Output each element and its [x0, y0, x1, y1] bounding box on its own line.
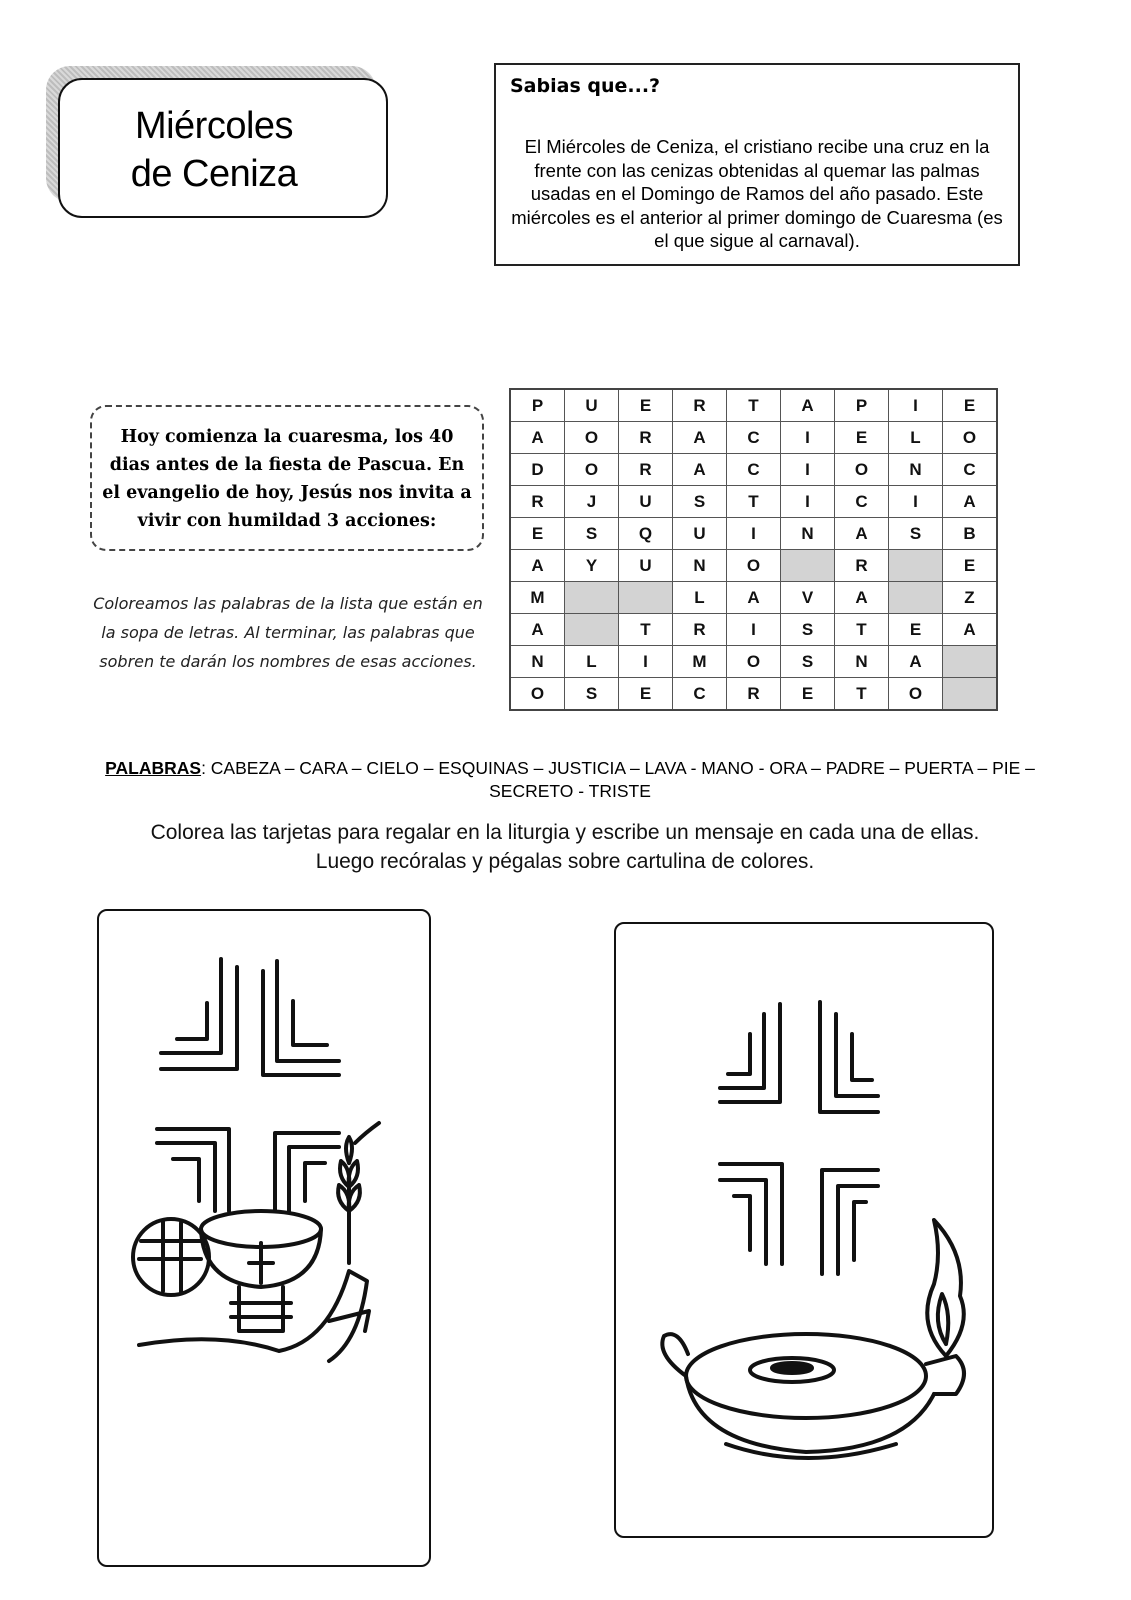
word-search-cell: S	[889, 518, 943, 550]
word-search-cell: I	[781, 454, 835, 486]
word-search-cell: T	[835, 614, 889, 646]
word-search-cell: I	[619, 646, 673, 678]
word-search-cell: M	[673, 646, 727, 678]
word-search-cell: I	[781, 422, 835, 454]
card-chalice	[97, 909, 431, 1567]
word-search-cell: S	[565, 678, 619, 711]
word-search-row	[510, 614, 997, 646]
word-search-row	[510, 646, 997, 678]
word-search-cell-shaded	[781, 550, 835, 582]
word-list-items: : CABEZA – CARA – CIELO – ESQUINAS – JUSTICIA – LAVA - MANO - ORA – PADRE – PUERTA – PIE – SECRETO - TRISTE	[201, 758, 1035, 801]
word-search-cell: B	[943, 518, 998, 550]
word-search-cell: R	[673, 389, 727, 422]
word-search-cell: A	[510, 422, 565, 454]
word-search-cell: I	[781, 486, 835, 518]
word-search-cell: S	[673, 486, 727, 518]
word-search-cell: A	[889, 646, 943, 678]
word-search-cell: O	[565, 422, 619, 454]
word-search-row	[510, 678, 997, 711]
chalice-cross-illustration	[99, 911, 429, 1565]
word-search-cell: N	[889, 454, 943, 486]
intro-text: Hoy comienza la cuaresma, los 40 dias antes de la fiesta de Pascua. En el evangelio de hoy, Jesús nos invita a vivir con humildad 3 acciones:	[102, 427, 472, 531]
word-search-cell: N	[781, 518, 835, 550]
word-search-cell: A	[835, 582, 889, 614]
word-search-cell: Y	[565, 550, 619, 582]
word-search-cell: D	[510, 454, 565, 486]
word-search-cell-shaded	[565, 582, 619, 614]
word-search-cell: O	[727, 550, 781, 582]
word-search-cell: L	[889, 422, 943, 454]
sabias-que-box	[494, 63, 1020, 266]
word-search-cell-shaded	[943, 646, 998, 678]
word-search-cell: A	[943, 486, 998, 518]
word-search-cell: C	[673, 678, 727, 711]
word-search-cell: M	[510, 582, 565, 614]
word-search-cell: T	[727, 486, 781, 518]
word-search-cell: R	[619, 454, 673, 486]
word-search-cell: P	[510, 389, 565, 422]
word-search-cell: U	[619, 550, 673, 582]
word-search-cell: L	[673, 582, 727, 614]
title-line-2: de Ceniza	[130, 153, 298, 195]
word-list-label: PALABRAS	[105, 758, 202, 778]
intro-box	[90, 405, 484, 551]
word-search-cell: C	[835, 486, 889, 518]
word-search-cell: O	[835, 454, 889, 486]
word-search-instructions: Coloreamos las palabras de la lista que están en la sopa de letras. Al terminar, las palabras que sobren te darán los nombres de esas acciones.	[93, 594, 483, 671]
word-search-grid	[509, 388, 998, 711]
word-search-cell: E	[835, 422, 889, 454]
word-search-cell: P	[835, 389, 889, 422]
word-search-cell-shaded	[889, 582, 943, 614]
word-search-cell: R	[619, 422, 673, 454]
word-search-cell: U	[619, 486, 673, 518]
sabias-que-heading: Sabias que...?	[510, 75, 661, 97]
word-search-row	[510, 454, 997, 486]
card-instructions-line-2: Luego recóralas y pégalas sobre cartulina de colores.	[315, 850, 815, 873]
word-search-cell: A	[943, 614, 998, 646]
word-search-cell: L	[565, 646, 619, 678]
word-search-cell: E	[619, 389, 673, 422]
word-search-cell: A	[727, 582, 781, 614]
word-search-cell: C	[727, 454, 781, 486]
word-search-row	[510, 582, 997, 614]
word-search-cell-shaded	[943, 678, 998, 711]
word-search-cell: E	[510, 518, 565, 550]
word-search-cell: O	[889, 678, 943, 711]
word-search-cell: O	[510, 678, 565, 711]
word-list	[70, 757, 1070, 803]
word-search-cell: N	[673, 550, 727, 582]
word-search-cell: O	[565, 454, 619, 486]
word-search-cell: R	[835, 550, 889, 582]
word-search-cell: A	[673, 422, 727, 454]
word-search-cell: U	[565, 389, 619, 422]
word-search-cell: C	[727, 422, 781, 454]
word-search-cell: E	[619, 678, 673, 711]
word-search-cell: E	[889, 614, 943, 646]
word-search-cell: S	[781, 646, 835, 678]
card-instructions	[80, 818, 1050, 876]
word-search-cell: Q	[619, 518, 673, 550]
title-box	[58, 78, 388, 218]
word-search-cell: O	[727, 646, 781, 678]
word-search-cell: I	[889, 389, 943, 422]
title-line-1: Miércoles	[134, 105, 294, 147]
card-instructions-line-1: Colorea las tarjetas para regalar en la liturgia y escribe un mensaje en cada una de ellas.	[150, 821, 980, 844]
word-search-cell: I	[889, 486, 943, 518]
word-search-cell: A	[510, 550, 565, 582]
sabias-que-text: El Miércoles de Ceniza, el cristiano recibe una cruz en la frente con las cenizas obtenidas al quemar las palmas usadas en el Domingo de Ramos del año pasado. Este miércoles es el anterior al primer domingo de Cuaresma (es el que sigue al carnaval).	[511, 136, 1003, 251]
word-search-cell: E	[943, 389, 998, 422]
oil-lamp-icon	[686, 1334, 926, 1418]
word-search-cell: A	[673, 454, 727, 486]
word-search-cell: R	[673, 614, 727, 646]
word-search-cell: E	[781, 678, 835, 711]
word-search-cell-shaded	[889, 550, 943, 582]
word-search-row	[510, 422, 997, 454]
word-search-cell: N	[510, 646, 565, 678]
word-search-cell: E	[943, 550, 998, 582]
word-search-cell: T	[727, 389, 781, 422]
word-search-cell: S	[565, 518, 619, 550]
word-search-cell: T	[619, 614, 673, 646]
word-search-cell: O	[943, 422, 998, 454]
word-search-cell: I	[727, 614, 781, 646]
word-search-cell: A	[510, 614, 565, 646]
word-search-cell: R	[727, 678, 781, 711]
word-search-cell-shaded	[619, 582, 673, 614]
word-search-cell: C	[943, 454, 998, 486]
word-search-cell-shaded	[565, 614, 619, 646]
word-search-row	[510, 486, 997, 518]
word-search-cell: N	[835, 646, 889, 678]
card-oil-lamp	[614, 922, 994, 1538]
word-search-cell: V	[781, 582, 835, 614]
word-search-cell: A	[781, 389, 835, 422]
word-search-row	[510, 389, 997, 422]
word-search-row	[510, 518, 997, 550]
word-search-cell: U	[673, 518, 727, 550]
oil-lamp-cross-illustration	[616, 924, 992, 1536]
word-search-cell: I	[727, 518, 781, 550]
word-search-row	[510, 550, 997, 582]
word-search-cell: J	[565, 486, 619, 518]
word-search-cell: S	[781, 614, 835, 646]
word-search-cell: Z	[943, 582, 998, 614]
word-search-cell: A	[835, 518, 889, 550]
word-search-cell: T	[835, 678, 889, 711]
word-search-cell: R	[510, 486, 565, 518]
